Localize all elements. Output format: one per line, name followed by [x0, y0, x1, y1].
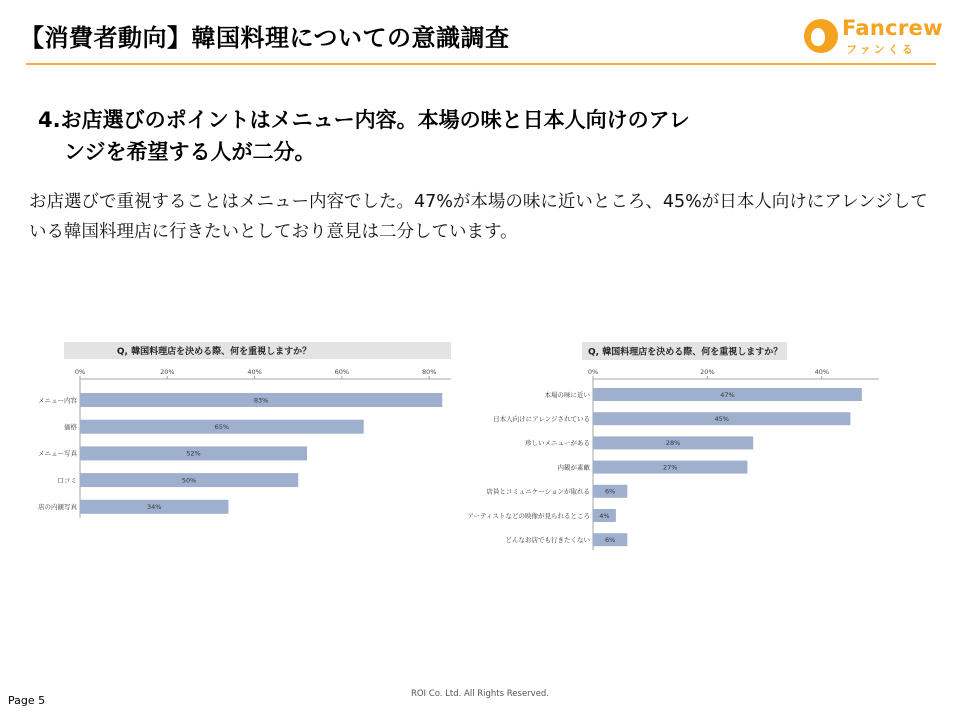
category-label: どんなお店でも行きたくない	[505, 536, 590, 544]
category-label: メニュー写真	[38, 449, 77, 458]
data-label: 6%	[605, 536, 616, 544]
category-label: 内観が素敵	[557, 463, 590, 472]
logo-wordmark: Fancrew	[842, 16, 943, 40]
chart-question: Q, 韓国料理店を決める際、何を重視しますか？	[116, 347, 312, 357]
category-label: 店員とコミュニケーションが取れる	[486, 487, 590, 496]
category-label: 価格	[64, 423, 77, 431]
chart-left	[28, 338, 458, 528]
chart-right	[467, 336, 890, 551]
title-divider	[26, 63, 936, 65]
x-tick-label: 0%	[74, 368, 86, 376]
data-label: 28%	[665, 439, 681, 448]
headline-line-1: 4.お店選びのポイントはメニュー内容。本場の味と日本人向けのアレ	[38, 108, 690, 132]
x-tick-label: 40%	[814, 368, 830, 376]
data-label: 34%	[146, 503, 162, 512]
body-text: お店選びで重視することはメニュー内容でした。47%が本場の味に近いところ、45%が日本人向けにアレンジしている韓国料理店に行きたいとしており意見は二分しています。	[29, 192, 928, 242]
headline	[38, 104, 798, 168]
x-tick-label: 20%	[700, 368, 715, 376]
chart-question: Q, 韓国料理店を決める際、何を重視しますか？	[588, 347, 783, 358]
fancrew-logo	[804, 16, 943, 56]
category-label: メニュー内容	[38, 396, 77, 405]
category-label: アーティストなどの映像が見られるところ	[467, 511, 590, 520]
data-label: 52%	[186, 449, 201, 458]
data-label: 27%	[662, 463, 678, 472]
footer-copyright: ROI Co. Ltd. All Rights Reserved.	[410, 689, 550, 699]
category-label: 口コミ	[57, 476, 77, 485]
data-label: 50%	[181, 476, 197, 485]
logo-subtext: ファンくる	[846, 43, 916, 56]
category-label: 店の内観写真	[38, 503, 77, 512]
data-label: 4%	[599, 511, 610, 520]
x-tick-label: 20%	[160, 368, 175, 376]
data-label: 6%	[605, 487, 616, 496]
x-tick-label: 60%	[334, 368, 350, 376]
data-label: 45%	[714, 415, 729, 423]
x-tick-label: 0%	[587, 368, 599, 376]
slide-title: 【消費者動向】韓国料理についての意識調査	[20, 24, 510, 52]
category-label: 本場の味に近い	[544, 390, 590, 399]
category-label: 珍しいメニューがある	[525, 439, 590, 448]
logo-mark-icon	[804, 19, 838, 53]
data-label: 83%	[253, 396, 269, 405]
x-tick-label: 40%	[247, 368, 262, 376]
headline-line-2: ンジを希望する人が二分。	[64, 140, 316, 164]
category-label: 日本人向けにアレンジされている	[493, 415, 590, 423]
x-tick-label: 80%	[421, 368, 437, 376]
page-number: Page 5	[8, 694, 46, 707]
data-label: 47%	[720, 390, 735, 399]
data-label: 65%	[214, 423, 230, 431]
